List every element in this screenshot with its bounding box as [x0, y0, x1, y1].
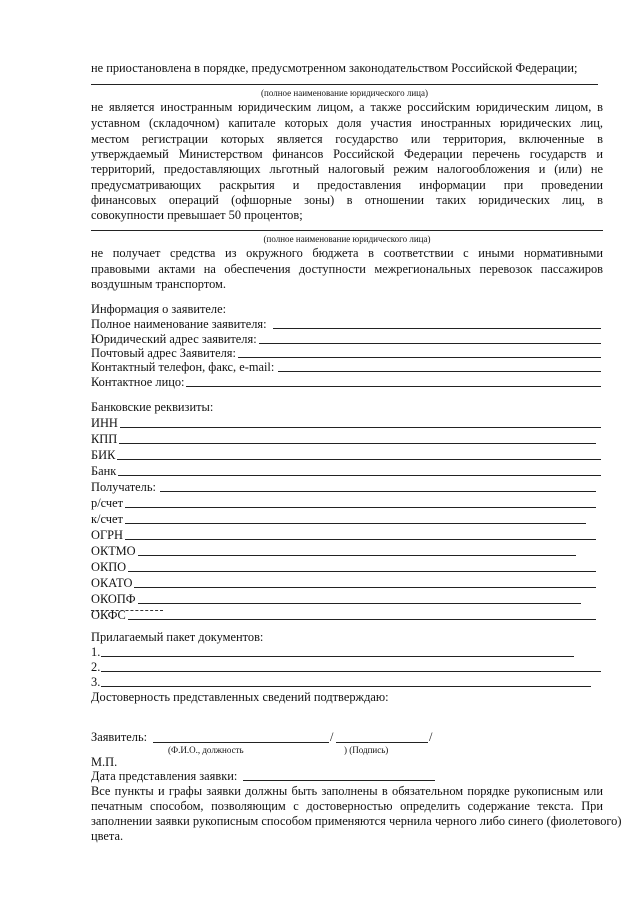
- signature-caption: ) (Подпись): [344, 745, 389, 755]
- field-label: ОКОПФ: [91, 592, 136, 606]
- para3-line: не получает средства из окружного бюджета в соответствии с иными нормативными: [91, 246, 603, 260]
- para2-line: не является иностранным юридическим лицом, а также российским юридическим лицом, в: [91, 100, 603, 114]
- bank-kpp-field[interactable]: [91, 432, 596, 446]
- stamp-placeholder: М.П.: [91, 755, 118, 769]
- para2-line: совокупности превышает 50 процентов;: [91, 208, 303, 222]
- signature-line[interactable]: [336, 742, 428, 743]
- bank-correspondent-account-field[interactable]: [91, 512, 586, 526]
- submission-date-field[interactable]: [91, 769, 435, 783]
- applicant-postal-address-field[interactable]: [91, 346, 601, 360]
- field-label: ИНН: [91, 416, 118, 430]
- org-name-line-1[interactable]: [91, 84, 598, 85]
- bank-okato-field[interactable]: [91, 576, 596, 590]
- bank-okpo-field[interactable]: [91, 560, 596, 574]
- field-label: р/счет: [91, 496, 124, 510]
- slash-separator: /: [429, 730, 433, 744]
- para2-line: предусматривающих раскрытия и предоставления информации при проведении: [91, 178, 603, 192]
- field-label: КПП: [91, 432, 118, 446]
- bank-name-field[interactable]: [91, 464, 601, 478]
- applicant-heading: Информация о заявителе:: [91, 302, 227, 316]
- doc-item-number: 3.: [91, 675, 101, 689]
- para3-line: воздушным транспортом.: [91, 277, 226, 291]
- confirm-text: Достоверность представленных сведений подтверждаю:: [91, 690, 389, 704]
- footer-line: заполнении заявки рукописным способом применяются чернила черного либо синего (фиолетового): [91, 814, 622, 828]
- para3-line: правовыми актами на обеспечения доступности межрегиональных перевозок пассажиров: [91, 262, 603, 276]
- slash-separator: /: [330, 730, 334, 744]
- field-label: Юридический адрес заявителя:: [91, 332, 257, 346]
- org-name-line-2[interactable]: [91, 230, 603, 231]
- bank-okopf-field[interactable]: [91, 592, 581, 606]
- bank-oktmo-field[interactable]: [91, 544, 576, 558]
- field-label: ОКФС: [91, 608, 126, 622]
- para2-line: территорий, предоставляющих льготный налоговый режим налогообложения и (или) не: [91, 162, 603, 176]
- field-label: Полное наименование заявителя:: [91, 317, 267, 331]
- bank-heading: Банковские реквизиты:: [91, 400, 214, 414]
- bank-ogrn-field[interactable]: [91, 528, 596, 542]
- field-label: Дата представления заявки:: [91, 769, 238, 783]
- para2-line: утверждаемый Министерством финансов Российской Федерации перечень государств и: [91, 147, 603, 161]
- doc-item-3-field[interactable]: [91, 675, 591, 689]
- para1: не приостановлена в порядке, предусмотренном законодательством Российской Федерации;: [91, 61, 578, 75]
- fio-caption: (Ф.И.О., должность: [168, 745, 244, 755]
- docs-heading: Прилагаемый пакет документов:: [91, 630, 264, 644]
- org-name-caption-2: (полное наименование юридического лица): [263, 234, 431, 244]
- bank-okfs-field[interactable]: [91, 608, 596, 622]
- field-label: Контактное лицо:: [91, 375, 185, 389]
- bank-inn-field[interactable]: [91, 416, 601, 430]
- doc-item-number: 2.: [91, 660, 101, 674]
- field-label: ОКПО: [91, 560, 127, 574]
- applicant-legal-address-field[interactable]: [91, 332, 601, 346]
- para2-line: местом регистрации которых является государство или территория, включенные в: [91, 132, 603, 146]
- field-label: Получатель:: [91, 480, 156, 494]
- para2-line: финансовых операций (офшорные зоны) в отношении таких юридических лиц, в: [91, 193, 603, 207]
- field-label: ОГРН: [91, 528, 123, 542]
- separator: [91, 610, 163, 611]
- footer-line: цвета.: [91, 829, 124, 843]
- field-label: БИК: [91, 448, 116, 462]
- applicant-contact-person-field[interactable]: [91, 375, 601, 389]
- footer-line: печатным способом, позволяющим с достоверностью определить содержание текста. При: [91, 799, 603, 813]
- bank-recipient-field[interactable]: [91, 480, 596, 494]
- org-name-caption-1: (полное наименование юридического лица): [261, 88, 428, 98]
- field-label: Банк: [91, 464, 117, 478]
- doc-item-1-field[interactable]: [91, 645, 574, 659]
- bank-settlement-account-field[interactable]: [91, 496, 596, 510]
- applicant-full-name-field[interactable]: [91, 317, 601, 331]
- field-label: Контактный телефон, факс, e-mail:: [91, 360, 275, 374]
- fio-line[interactable]: [153, 742, 329, 743]
- field-label: ОКАТО: [91, 576, 133, 590]
- applicant-contact-phone-field[interactable]: [91, 360, 601, 374]
- field-label: Почтовый адрес Заявителя:: [91, 346, 236, 360]
- doc-item-number: 1.: [91, 645, 101, 659]
- field-label: к/счет: [91, 512, 123, 526]
- footer-line: Все пункты и графы заявки должны быть заполнены в обязательном порядке рукописным или: [91, 784, 603, 798]
- para2-line: уставном (складочном) капитале которых доля участия иностранных юридических лиц,: [91, 116, 603, 130]
- bank-bik-field[interactable]: [91, 448, 601, 462]
- signature-label: Заявитель:: [91, 730, 148, 744]
- field-label: ОКТМО: [91, 544, 136, 558]
- doc-item-2-field[interactable]: [91, 660, 601, 674]
